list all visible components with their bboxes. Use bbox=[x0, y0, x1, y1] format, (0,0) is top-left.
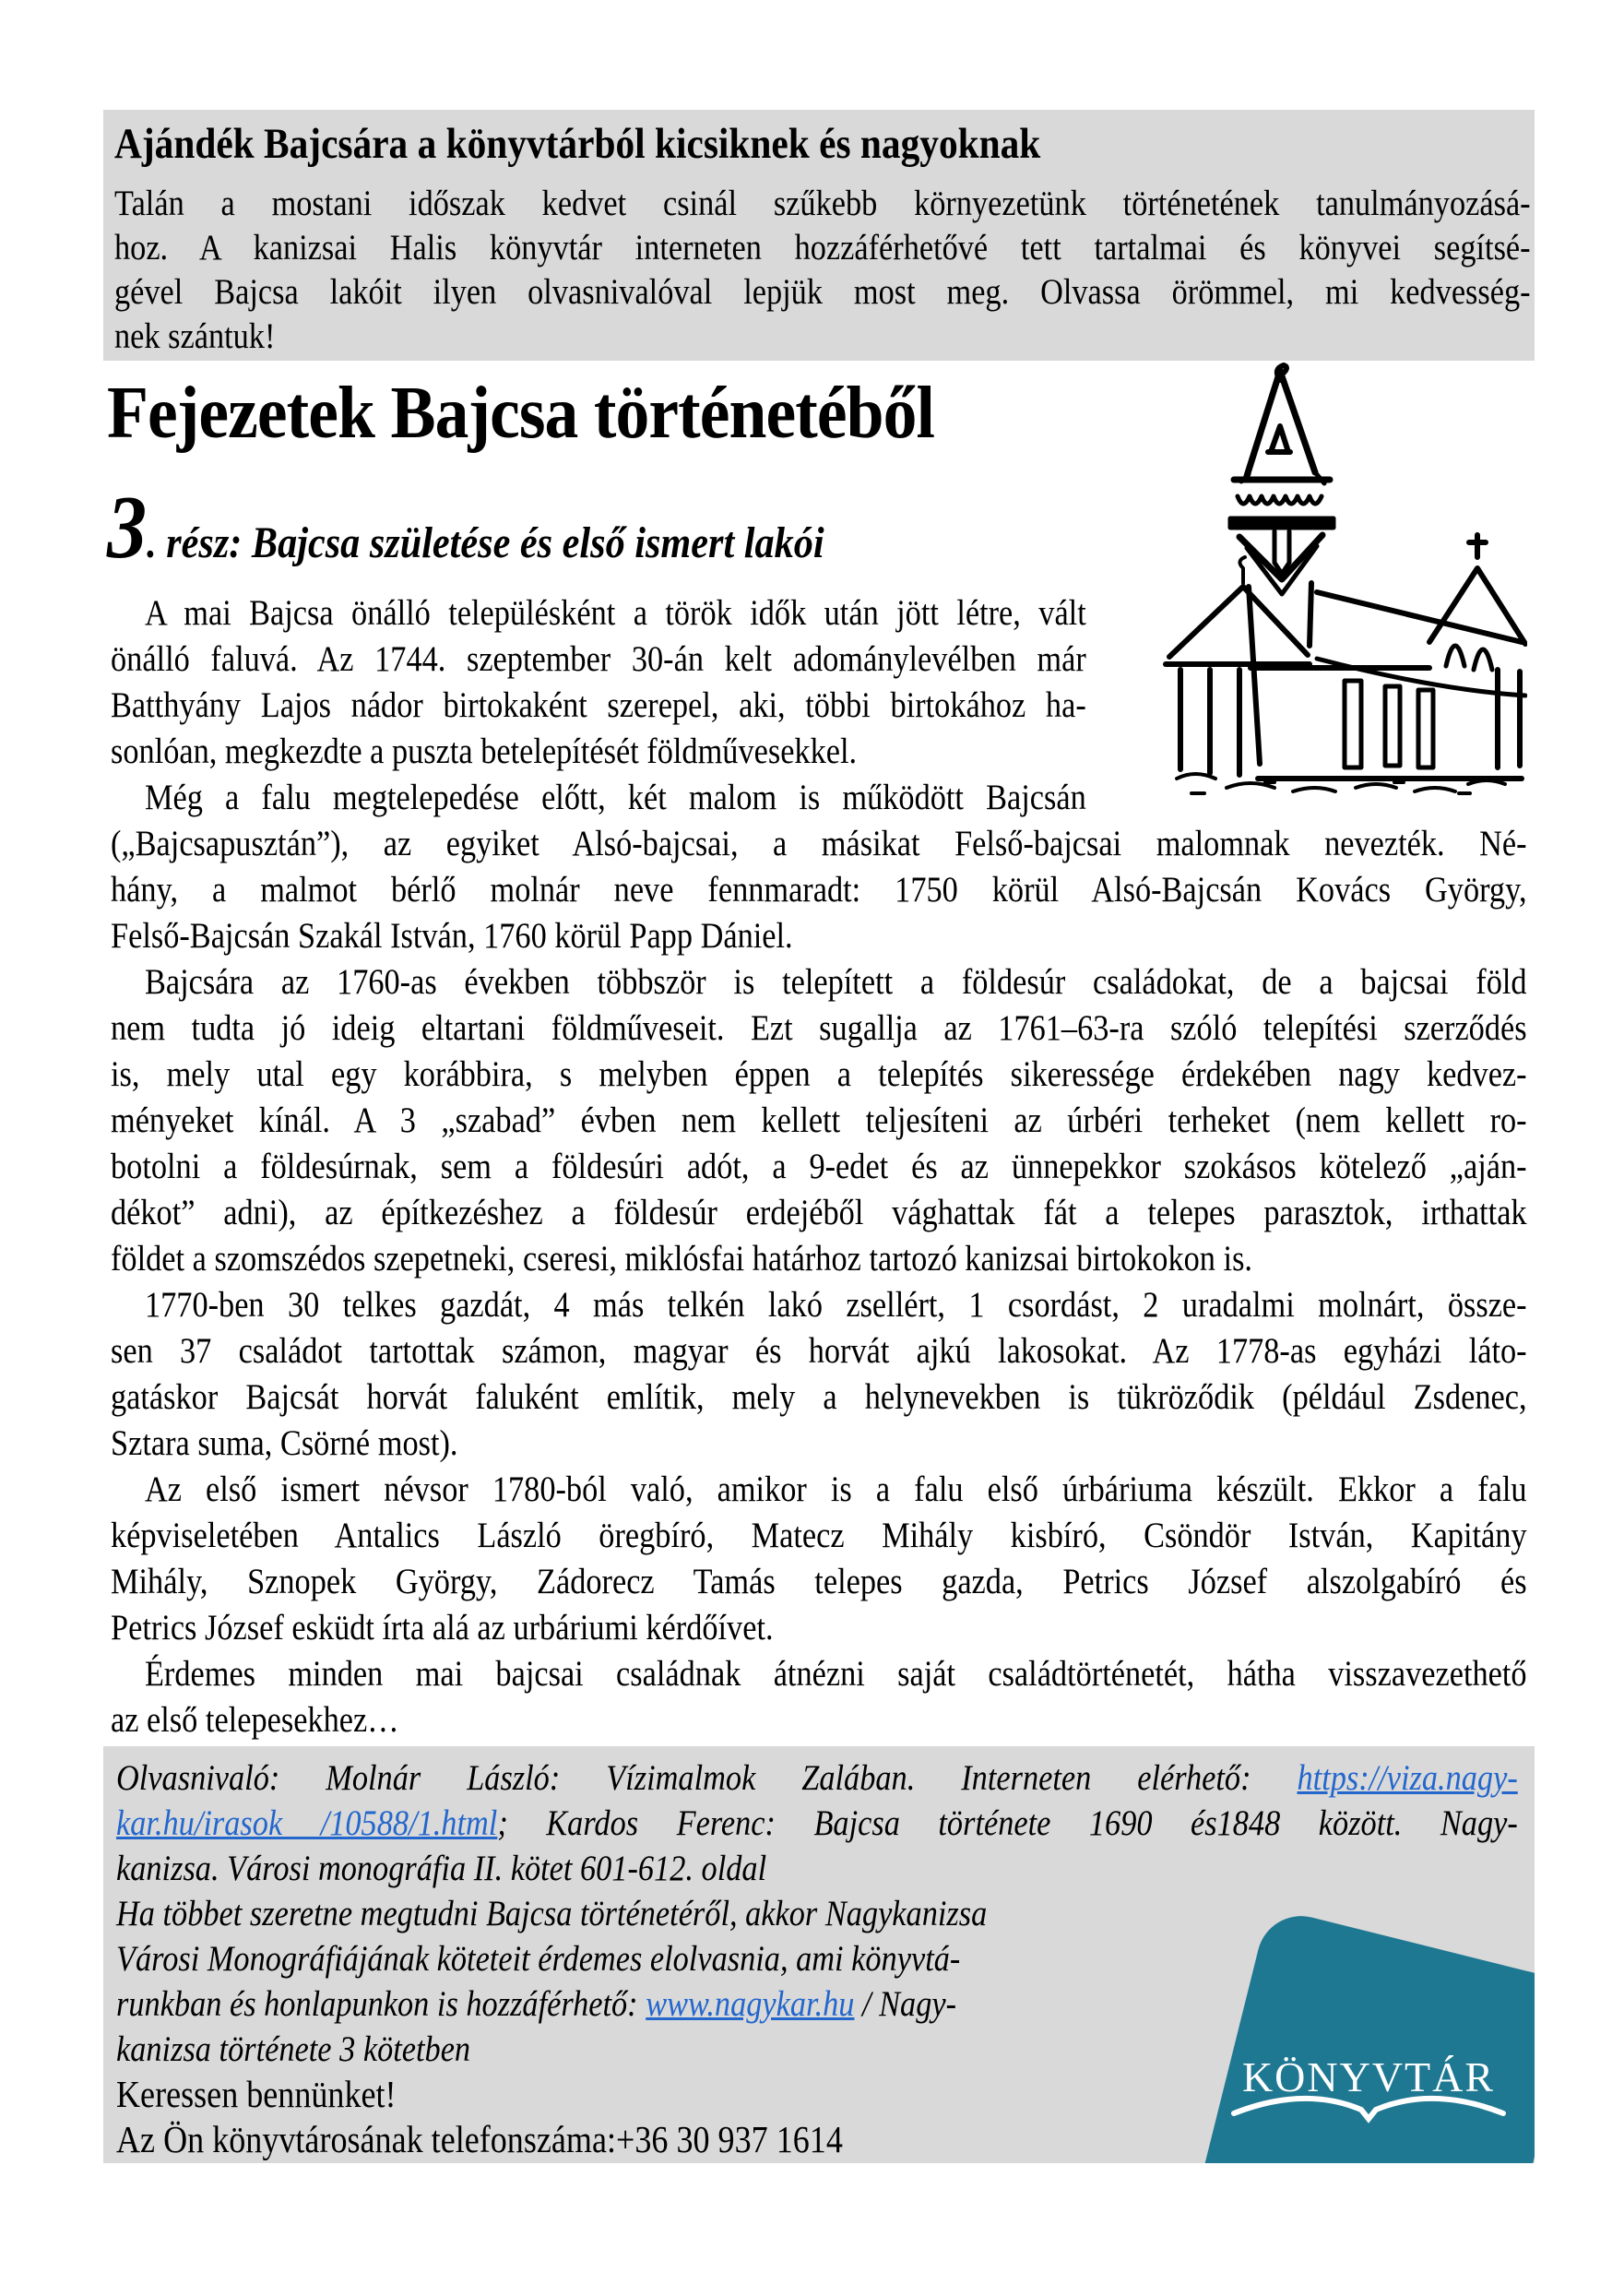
text-segment: hány, a malmot bérlő molnár neve fennmaradt: 1750 körül Alsó-Bajcsán Kovács György, bbox=[111, 870, 1527, 910]
paragraph bbox=[116, 1755, 1518, 1891]
logo-label: KÖNYVTÁR bbox=[1241, 2053, 1496, 2100]
text-line bbox=[116, 2072, 1518, 2117]
text-line bbox=[111, 1190, 1527, 1236]
text-line bbox=[111, 913, 1527, 959]
article-subtitle bbox=[107, 476, 824, 579]
paragraph bbox=[111, 590, 1527, 775]
text-segment: Olvasnivaló: Molnár László: Vízimalmok Zalában. Interneten elérhető: bbox=[116, 1758, 1298, 1798]
text-segment: Az Ön könyvtárosának telefonszáma:+36 30 937 1614 bbox=[116, 2118, 843, 2160]
text-line bbox=[111, 1282, 1527, 1328]
text-line bbox=[111, 1605, 1527, 1651]
text-line bbox=[114, 226, 1531, 270]
text-line bbox=[111, 1374, 1527, 1421]
text-segment: Ha többet szeretne megtudni Bajcsa történetéről, akkor Nagykanizsa bbox=[116, 1894, 988, 1933]
text-segment: is, mely utal egy korábbira, s melyben éppen a telepítés sikeressége érdekében nagy kedvez- bbox=[111, 1054, 1527, 1094]
text-segment: 1770-ben 30 telkes gazdát, 4 más telkén lakó zsellért, 1 csordást, 2 uradalmi molnárt, össze- bbox=[144, 1285, 1527, 1325]
intro-paragraph bbox=[114, 182, 1531, 359]
text-segment: Mihály, Sznopek György, Zádorecz Tamás telepes gazda, Petrics József alszolgabíró és bbox=[111, 1562, 1527, 1601]
text-segment: Talán a mostani időszak kedvet csinál szűkebb környezetünk történetének tanulmányozásá- bbox=[114, 184, 1531, 223]
text-line bbox=[116, 1981, 1518, 2027]
text-line bbox=[111, 1651, 1527, 1697]
part-number: 3 bbox=[107, 478, 148, 577]
text-line bbox=[114, 182, 1531, 226]
page-title: Fejezetek Bajcsa történetéből bbox=[107, 373, 934, 454]
text-segment: Petrics József esküdt írta alá az urbáriumi kérdőívet. bbox=[111, 1608, 774, 1648]
intro-box bbox=[103, 110, 1535, 361]
text-line bbox=[111, 1098, 1527, 1144]
text-segment: („Bajcsapusztán”), az egyiket Alsó-bajcsai, a másikat Felső-bajcsai malomnak nevezték. Né- bbox=[111, 824, 1527, 863]
text-line bbox=[116, 2027, 1518, 2072]
text-line bbox=[116, 1755, 1518, 1801]
text-segment: önálló faluvá. Az 1744. szeptember 30-án kelt adománylevélben már bbox=[111, 639, 1086, 679]
paragraph bbox=[111, 959, 1527, 1282]
text-segment: Az első ismert névsor 1780-ból való, amikor is a falu első úrbáriuma készült. Ekkor a falu bbox=[144, 1469, 1527, 1509]
paragraph bbox=[114, 182, 1531, 359]
text-line bbox=[114, 270, 1531, 315]
hyperlink[interactable]: https://viza.nagy- bbox=[1297, 1758, 1518, 1798]
text-segment: Felső-Bajcsán Szakál István, 1760 körül Papp Dániel. bbox=[111, 916, 793, 956]
text-line bbox=[111, 636, 1086, 683]
intro-title: Ajándék Bajcsára a könyvtárból kicsiknek és nagyoknak bbox=[114, 120, 1041, 168]
text-segment: nek szántuk! bbox=[114, 316, 276, 356]
article-body bbox=[111, 590, 1527, 1743]
text-segment: kanizsa története 3 kötetben bbox=[116, 2029, 471, 2069]
paragraph bbox=[111, 1651, 1527, 1743]
text-segment: dékot” adni), az építkezéshez a földesúr erdejéből vághattak fát a telepes parasztok, irthattak bbox=[111, 1193, 1527, 1232]
text-segment: ; Kardos Ferenc: Bajcsa története 1690 és1848 között. Nagy- bbox=[497, 1803, 1518, 1843]
text-line bbox=[111, 1697, 1527, 1743]
text-segment: nem tudta jó ideig eltartani földműveseit. Ezt sugallja az 1761–63-ra szóló telepítési szerződés bbox=[111, 1008, 1527, 1048]
text-line bbox=[111, 1005, 1527, 1052]
text-segment: sonlóan, megkezdte a puszta betelepítését földművesekkel. bbox=[111, 732, 858, 771]
text-line bbox=[111, 1421, 1527, 1467]
text-segment: sen 37 családot tartottak számon, magyar és horvát ajkú lakosokat. Az 1778-as egyházi láto- bbox=[111, 1331, 1527, 1371]
text-line bbox=[111, 590, 1086, 636]
text-segment: ményeket kínál. A 3 „szabad” évben nem kellett teljesíteni az úrbéri terheket (nem kellett ro- bbox=[111, 1100, 1527, 1140]
text-segment: Keressen bennünket! bbox=[116, 2073, 397, 2115]
text-line bbox=[111, 775, 1086, 821]
text-line bbox=[116, 2117, 1518, 2162]
text-segment: hoz. A kanizsai Halis könyvtár interneten hozzáférhetővé tett tartalmai és könyvei segítsé- bbox=[114, 228, 1531, 268]
paragraph bbox=[116, 2072, 1518, 2162]
text-line bbox=[111, 821, 1527, 867]
text-segment: gatáskor Bajcsát horvát faluként említik, mely a helynevekben is tükröződik (például Zsdenec, bbox=[111, 1377, 1527, 1417]
text-line bbox=[111, 1236, 1527, 1282]
paragraph bbox=[116, 1891, 1518, 2072]
text-line bbox=[111, 1513, 1527, 1559]
paragraph bbox=[111, 775, 1527, 959]
text-line bbox=[116, 1801, 1518, 1846]
text-segment: az első telepesekhez… bbox=[111, 1700, 399, 1740]
text-segment: gével Bajcsa lakóit ilyen olvasnivalóval lepjük most meg. Olvassa örömmel, mi kedvesség- bbox=[114, 272, 1531, 312]
text-line bbox=[111, 867, 1527, 913]
text-line bbox=[116, 1891, 1518, 1936]
text-segment: runkban és honlapunkon is hozzáférhető: bbox=[116, 1984, 646, 2024]
hyperlink[interactable]: kar.hu/irasok /10588/1.html bbox=[116, 1803, 498, 1843]
text-line bbox=[111, 959, 1527, 1005]
hyperlink[interactable]: www.nagykar.hu bbox=[646, 1984, 855, 2024]
text-segment: Bajcsára az 1760-as években többször is telepített a földesúr családokat, de a bajcsai föld bbox=[144, 962, 1527, 1002]
text-line bbox=[116, 1936, 1518, 1981]
text-segment: kanizsa. Városi monográfia II. kötet 601-612. oldal bbox=[116, 1849, 767, 1888]
reading-box-text bbox=[116, 1755, 1518, 2162]
text-segment: Városi Monográfiájának köteteit érdemes elolvasnia, ami könyvtá- bbox=[116, 1939, 961, 1979]
text-segment: Batthyány Lajos nádor birtokaként szerepel, aki, többi birtokához ha- bbox=[111, 685, 1086, 725]
text-line bbox=[111, 1052, 1527, 1098]
text-line bbox=[111, 1144, 1527, 1190]
text-line bbox=[111, 1467, 1527, 1513]
paragraph bbox=[111, 1282, 1527, 1467]
text-segment: képviseletében Antalics László öregbíró, Matecz Mihály kisbíró, Csöndör István, Kapitány bbox=[111, 1516, 1527, 1555]
text-segment: földet a szomszédos szepetneki, cseresi, miklósfai határhoz tartozó kanizsai birtokokon is. bbox=[111, 1239, 1253, 1279]
reading-box bbox=[103, 1746, 1535, 2163]
text-line bbox=[116, 1846, 1518, 1891]
text-segment: Még a falu megtelepedése előtt, két malom is működött Bajcsán bbox=[144, 778, 1086, 817]
text-segment: / Nagy- bbox=[854, 1984, 957, 2024]
text-line bbox=[114, 315, 1531, 359]
paragraph bbox=[111, 1467, 1527, 1651]
text-segment: A mai Bajcsa önálló településként a török idők után jött létre, vált bbox=[144, 593, 1086, 633]
text-segment: Érdemes minden mai bajcsai családnak átnézni saját családtörténetét, hátha visszavezethető bbox=[144, 1654, 1527, 1694]
text-segment: Sztara suma, Csörné most). bbox=[111, 1423, 458, 1463]
text-line bbox=[111, 1559, 1527, 1605]
text-line bbox=[111, 729, 1086, 775]
text-line bbox=[111, 1328, 1527, 1374]
text-line bbox=[111, 683, 1086, 729]
text-segment: botolni a földesúrnak, sem a földesúri adót, a 9-edet és az ünnepekkor szokásos kötelező „aján- bbox=[111, 1147, 1527, 1186]
subtitle-text: . rész: Bajcsa születése és első ismert lakói bbox=[147, 518, 824, 567]
